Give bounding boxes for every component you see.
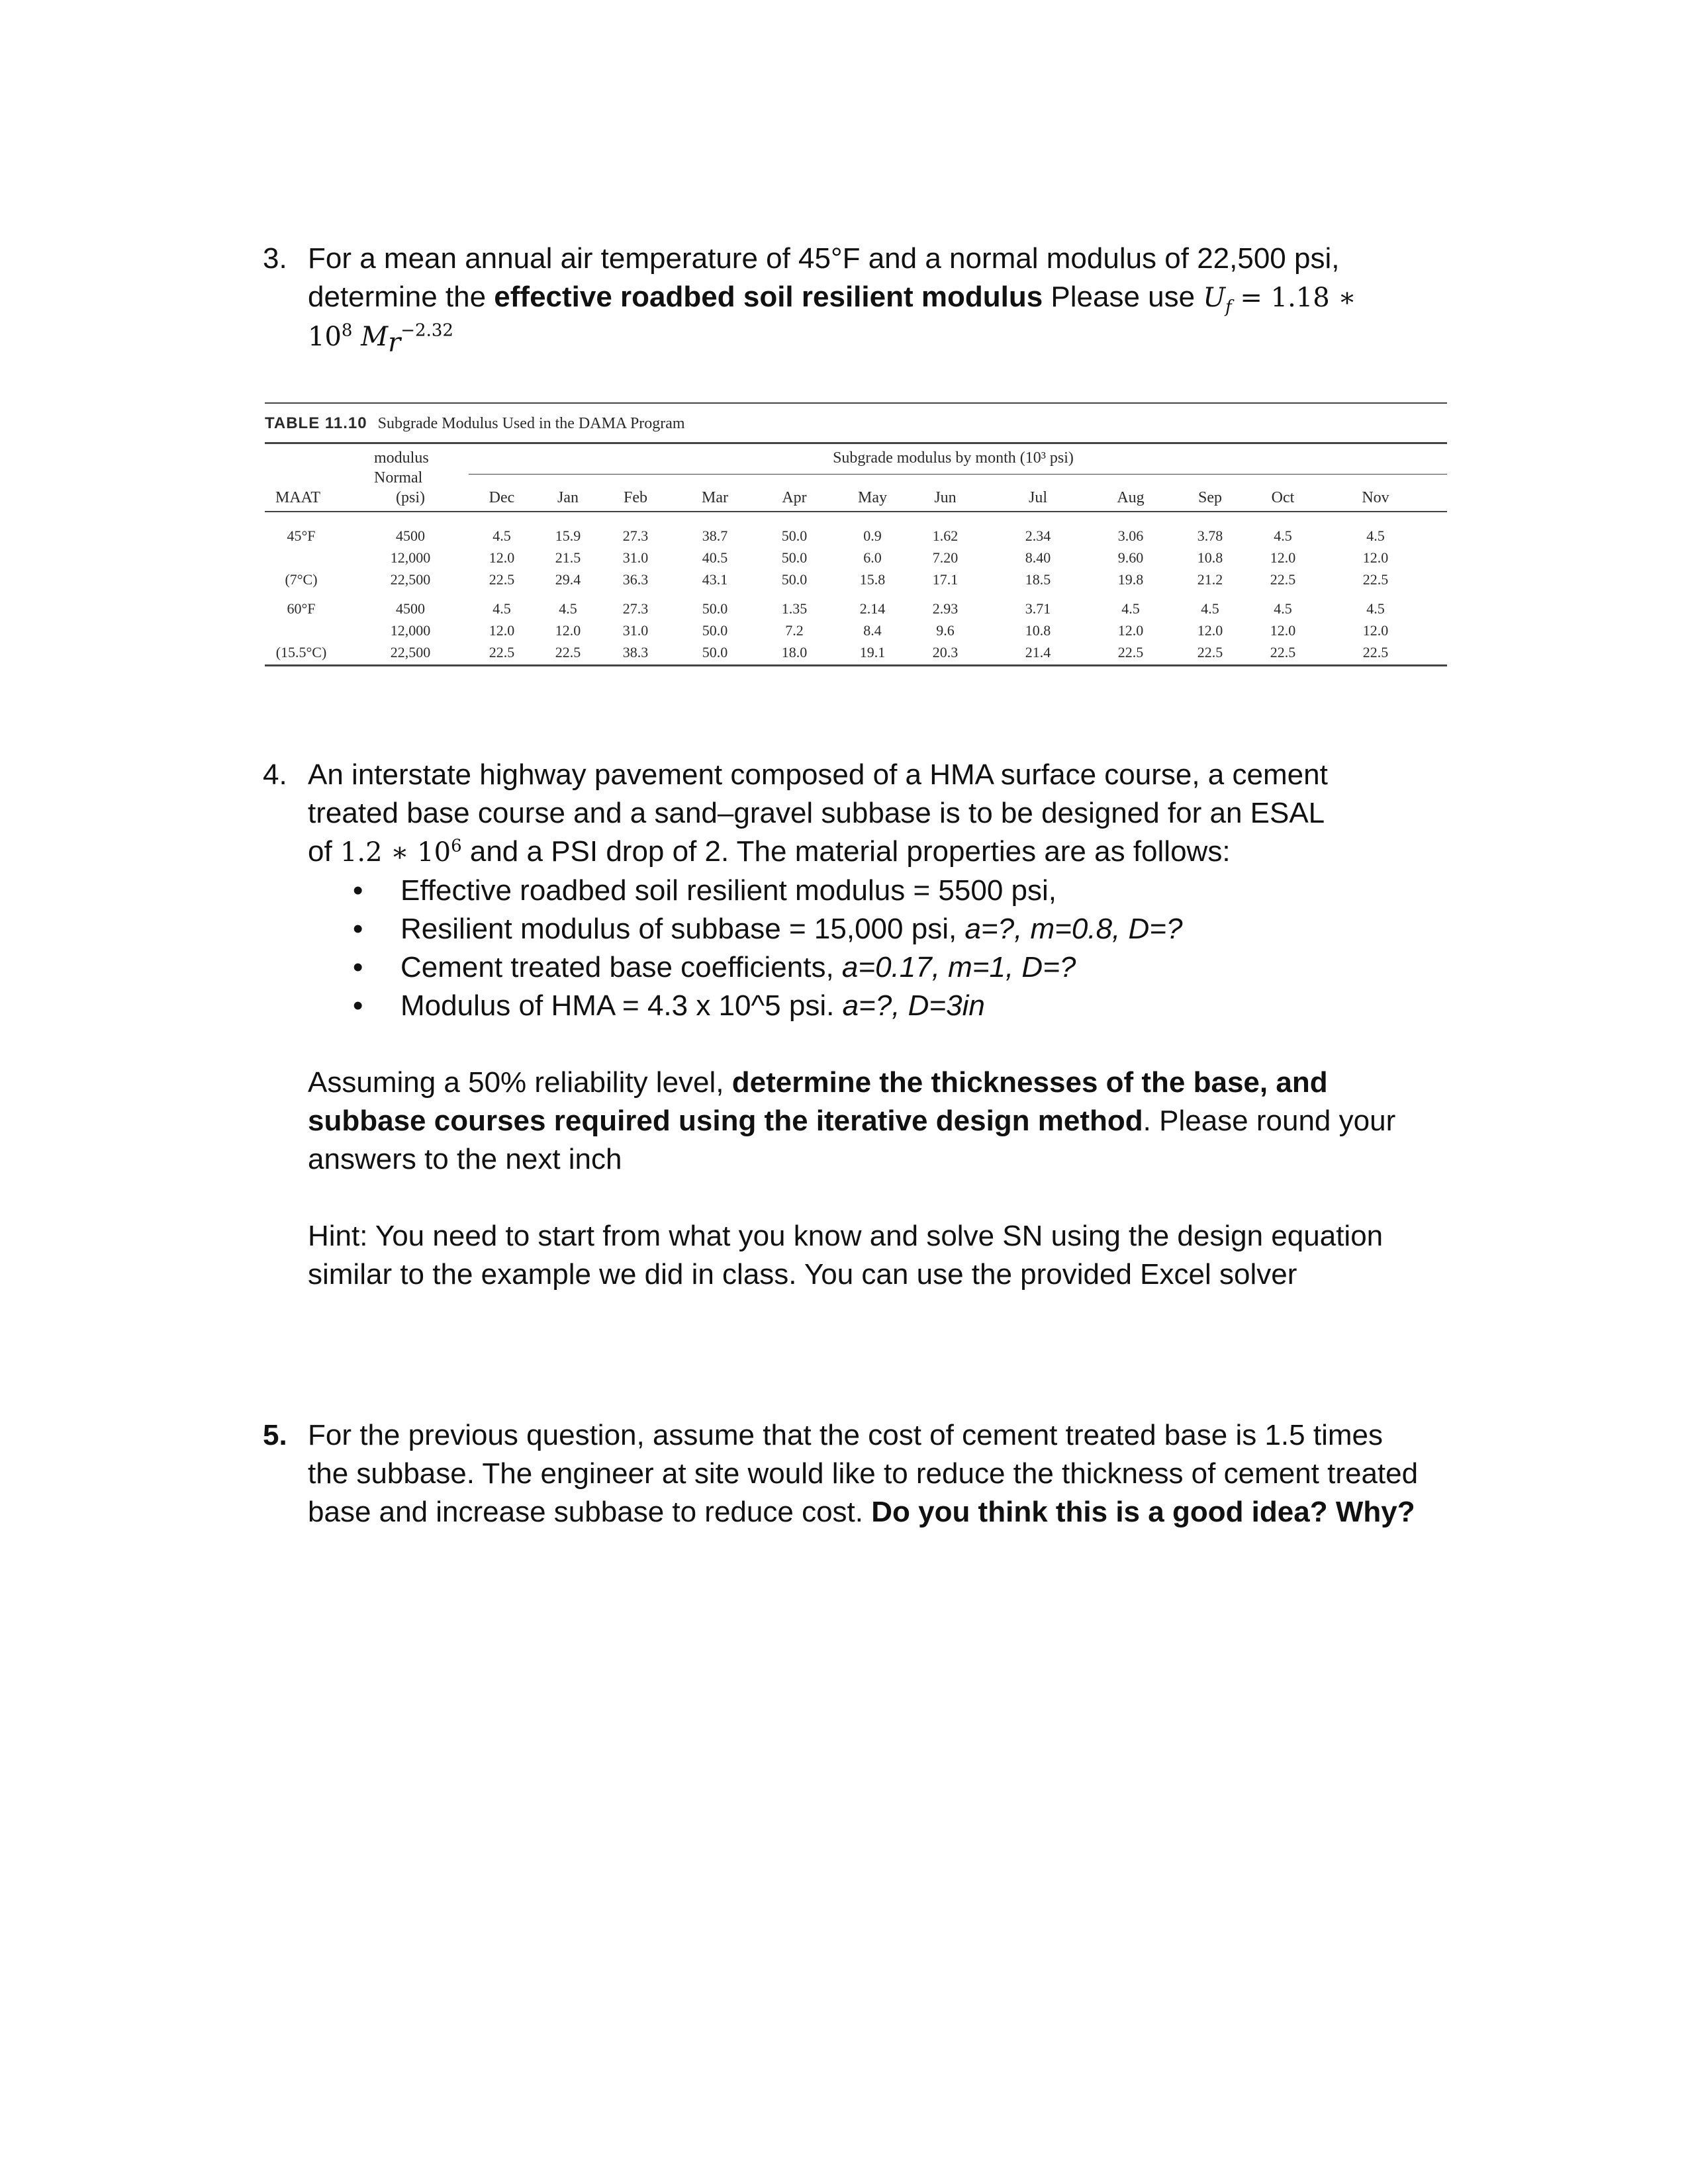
table-cell: 22.5	[489, 644, 515, 660]
table-cell: 9.6	[936, 622, 955, 639]
table-caption: TABLE 11.10 Subgrade Modulus Used in the DAMA Program	[265, 414, 685, 432]
table-cell: 3.06	[1117, 527, 1144, 544]
table-rule-bottom	[265, 664, 1447, 666]
table-cell: 38.7	[702, 527, 728, 544]
table-cell: 22.5	[1270, 571, 1296, 588]
question-5	[263, 1416, 1446, 1531]
table-cell: 9.60	[1117, 549, 1144, 566]
header-rule	[265, 511, 1447, 512]
table-cell: 38.3	[622, 644, 649, 660]
maat-fahrenheit: 60°F	[287, 600, 316, 617]
property-item: • Cement treated base coefficients, a=0.17, m=1, D=?	[308, 948, 1446, 987]
table-rule-caption	[265, 442, 1447, 444]
table-cell: 29.4	[555, 571, 581, 588]
bullet-icon: •	[353, 951, 363, 983]
property-item: • Resilient modulus of subbase = 15,000 psi, a=?, m=0.8, D=?	[308, 910, 1446, 948]
normal-modulus-cell: 22,500	[390, 644, 431, 660]
normal-modulus-cell: 12,000	[390, 622, 431, 639]
material-properties-list	[308, 872, 1446, 1025]
table-cell: 20.3	[932, 644, 959, 660]
table-cell: 22.5	[1270, 644, 1296, 660]
table-cell: 50.0	[702, 600, 728, 617]
table-cell: 10.8	[1197, 549, 1223, 566]
month-header: Aug	[1117, 489, 1145, 506]
table-cell: 4.5	[559, 600, 577, 617]
month-header: Mar	[702, 489, 728, 506]
subgrade-modulus-table	[265, 402, 1447, 675]
question-number: 4.	[263, 758, 287, 791]
table-cell: 22.5	[1362, 644, 1389, 660]
table-cell: 4.5	[1274, 527, 1292, 544]
table-cell: 4.5	[1201, 600, 1219, 617]
month-header: Apr	[782, 489, 807, 506]
table-cell: 7.20	[932, 549, 959, 566]
table-cell: 21.2	[1197, 571, 1223, 588]
spanner-rule	[469, 474, 1447, 475]
table-cell: 8.40	[1025, 549, 1051, 566]
table-rule-top	[265, 402, 1447, 404]
month-header: Feb	[624, 489, 647, 506]
table-cell: 21.5	[555, 549, 581, 566]
normal-modulus-cell: 4500	[396, 527, 425, 544]
maat-celsius: (15.5°C)	[275, 644, 327, 660]
table-cell: 3.78	[1197, 527, 1223, 544]
design-requirement: Assuming a 50% reliability level, determine the thicknesses of the base, and subbase courses required using the iterative design method. Please round your answers to the next inch	[308, 1066, 1396, 1175]
table-cell: 19.8	[1117, 571, 1144, 588]
table-cell: 4.5	[1121, 600, 1140, 617]
formula: $U_f$	[1203, 283, 1232, 317]
question-text: For the previous question, assume that the cost of cement treated base is 1.5 times the subbase. The engineer at site would like to reduce the thickness of cement treated base and increase subbase to reduce cost. Do you think this is a good idea? Why?	[308, 1419, 1419, 1528]
property-item: • Effective roadbed soil resilient modulus = 5500 psi,	[308, 872, 1446, 910]
table-cell: 4.5	[1366, 600, 1385, 617]
header-normal: Normal	[374, 469, 423, 486]
table-cell: 12.0	[1117, 622, 1144, 639]
table-cell: 3.71	[1025, 600, 1051, 617]
property-item: • Modulus of HMA = 4.3 x 10^5 psi. a=?, D=3in	[308, 987, 1446, 1025]
table-cell: 50.0	[781, 527, 808, 544]
table-cell: 22.5	[1197, 644, 1223, 660]
header-spanner: Subgrade modulus by month (10³ psi)	[833, 449, 1074, 467]
table-cell: 12.0	[1362, 622, 1389, 639]
emphasis: effective roadbed soil resilient modulus	[494, 281, 1043, 313]
question-number: 3.	[263, 242, 287, 275]
table-cell: 4.5	[492, 527, 511, 544]
header-modulus: modulus	[374, 449, 429, 467]
table-cell: 4.5	[1366, 527, 1385, 544]
header-maat: MAAT	[275, 489, 320, 506]
bullet-icon: •	[353, 913, 363, 945]
table-cell: 31.0	[622, 622, 649, 639]
table-cell: 21.4	[1025, 644, 1051, 660]
month-header: Jun	[934, 489, 957, 506]
bullet-icon: •	[353, 989, 363, 1022]
table-cell: 15.9	[555, 527, 581, 544]
month-header: Sep	[1198, 489, 1222, 506]
table-cell: 10.8	[1025, 622, 1051, 639]
question-text: An interstate highway pavement composed of a HMA surface course, a cement treated base course and a sand–gravel subbase is to be designed for an ESAL of 1.2 ∗ $10^6$ and a PSI drop of 2. The material properties are as follows:	[308, 758, 1328, 868]
question-text: For a mean annual air temperature of 45°F and a normal modulus of 22,500 psi, determine the effective roadbed soil resilient modulus Please use $U_f = 1.18$ ∗ $10^8$ $M_r^{-2.32}$	[308, 242, 1356, 358]
table-cell: 22.5	[1362, 571, 1389, 588]
table-cell: 18.5	[1025, 571, 1051, 588]
table-cell: 2.93	[932, 600, 959, 617]
table-cell: 50.0	[702, 622, 728, 639]
table-cell: 4.5	[1274, 600, 1292, 617]
month-header: Dec	[489, 489, 515, 506]
bullet-icon: •	[353, 874, 363, 907]
table-cell: 12.0	[1270, 622, 1296, 639]
table-cell: 17.1	[932, 571, 959, 588]
table-cell: 12.0	[1197, 622, 1223, 639]
esal-formula: 1.2 ∗ $10^6$	[340, 836, 462, 868]
month-header: Oct	[1271, 489, 1295, 506]
table-cell: 27.3	[622, 600, 649, 617]
table-cell: 22.5	[489, 571, 515, 588]
table-cell: 1.62	[932, 527, 959, 544]
table-cell: 43.1	[702, 571, 728, 588]
table-cell: 2.34	[1025, 527, 1051, 544]
table-cell: 22.5	[555, 644, 581, 660]
header-psi: (psi)	[396, 489, 425, 506]
table-cell: 12.0	[1362, 549, 1389, 566]
normal-modulus-cell: 12,000	[390, 549, 431, 566]
maat-celsius: (7°C)	[285, 571, 318, 588]
normal-modulus-cell: 4500	[396, 600, 425, 617]
table-cell: 4.5	[492, 600, 511, 617]
table-cell: 0.9	[863, 527, 882, 544]
month-header: Nov	[1362, 489, 1389, 506]
table-cell: 50.0	[702, 644, 728, 660]
question-3	[263, 240, 1446, 358]
formula-cont: $10^8$ $M_r^{-2.32}$	[308, 320, 453, 358]
table-cell: 50.0	[781, 571, 808, 588]
table-cell: 36.3	[622, 571, 649, 588]
month-header: Jan	[557, 489, 579, 506]
normal-modulus-cell: 22,500	[390, 571, 431, 588]
table-cell: 31.0	[622, 549, 649, 566]
table-cell: 40.5	[702, 549, 728, 566]
table-cell: 12.0	[1270, 549, 1296, 566]
hint-text: Hint: You need to start from what you know and solve SN using the design equation similar to the example we did in class. You can use the provided Excel solver	[308, 1220, 1383, 1291]
question-number: 5.	[263, 1419, 287, 1451]
table-cell: 18.0	[781, 644, 808, 660]
table-cell: 2.14	[859, 600, 886, 617]
table-cell: 12.0	[555, 622, 581, 639]
table-cell: 19.1	[859, 644, 886, 660]
table-cell: 22.5	[1117, 644, 1144, 660]
table-cell: 7.2	[785, 622, 804, 639]
table-cell: 12.0	[489, 549, 515, 566]
table-cell: 15.8	[859, 571, 886, 588]
question-4	[263, 756, 1446, 1294]
maat-fahrenheit: 45°F	[287, 527, 316, 544]
table-cell: 27.3	[622, 527, 649, 544]
table-cell: 6.0	[863, 549, 882, 566]
month-header: Jul	[1028, 489, 1047, 506]
month-header: May	[858, 489, 887, 506]
table-cell: 8.4	[863, 622, 882, 639]
table-cell: 1.35	[781, 600, 808, 617]
table-cell: 12.0	[489, 622, 515, 639]
table-cell: 50.0	[781, 549, 808, 566]
